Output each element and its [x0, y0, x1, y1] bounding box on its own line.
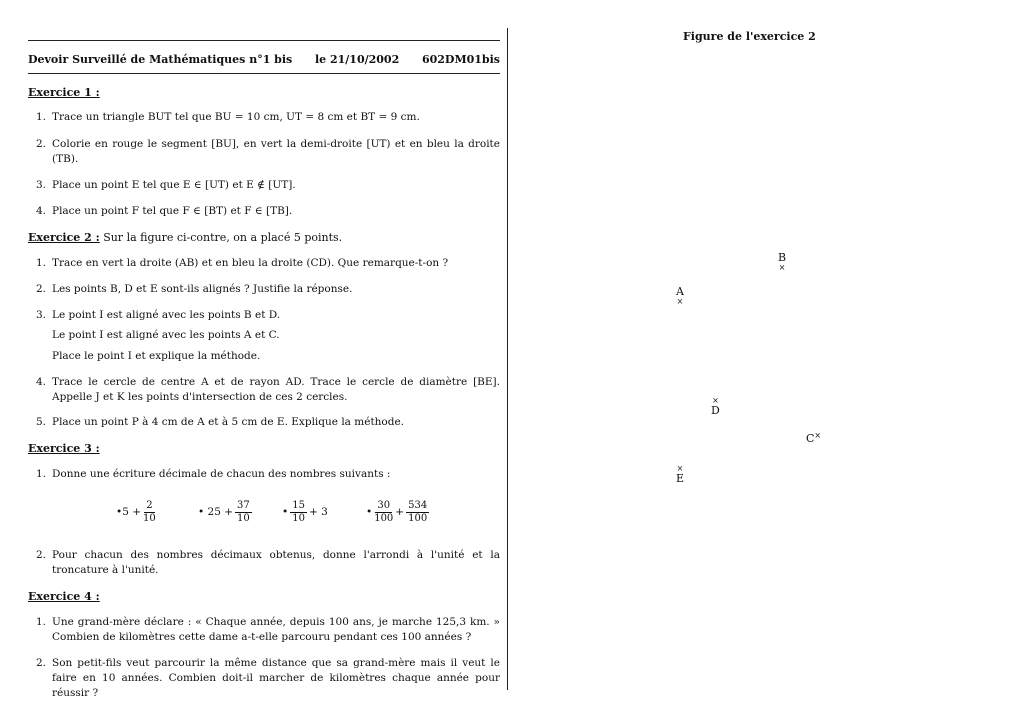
- ex2-heading: [28, 231, 342, 244]
- header-code: 602DM01bis: [421, 53, 500, 66]
- ex2-title: Exercice 2 :: [28, 231, 100, 244]
- cross-icon: ×: [712, 396, 719, 405]
- point-c: C ×: [806, 431, 822, 445]
- point-b: B ×: [778, 251, 787, 272]
- fraction-expr-4: • $\frac{30}{100}$ + $\frac{534}{100}$: [366, 499, 428, 524]
- ex4-item-2: 2. Son petit-fils veut parcourir la même distance que sa grand-mère mais il veut le faire en 10 années. Combien doit-il marcher de kilomètres chaque année pour réussir ?: [36, 657, 500, 699]
- fraction-list: [116, 496, 446, 532]
- fraction-expr-3: • $\frac{15}{10}$ + 3: [282, 499, 328, 524]
- ex1-title: Exercice 1 :: [28, 86, 100, 99]
- top-rule: [28, 40, 500, 41]
- ex3-title: Exercice 3 :: [28, 442, 100, 455]
- point-e: × E: [676, 464, 685, 485]
- ex2-intro: Sur la figure ci-contre, on a placé 5 points.: [103, 231, 343, 244]
- cross-icon: ×: [676, 464, 684, 473]
- column-divider: [507, 28, 508, 690]
- cross-icon: ×: [814, 431, 822, 440]
- header-title: Devoir Surveillé de Mathématiques n°1 bis: [28, 53, 293, 66]
- cross-icon: ×: [676, 297, 684, 306]
- header: [28, 53, 500, 66]
- ex1-item-1: 1. Trace un triangle BUT tel que BU = 10 cm, UT = 8 cm et BT = 9 cm.: [36, 111, 420, 123]
- ex1-item-3: 3. Place un point E tel que E ∈ [UT) et E ∉ [UT].: [36, 179, 296, 191]
- ex1-item-4: 4. Place un point F tel que F ∈ [BT) et F ∈ [TB].: [36, 205, 293, 217]
- header-rule: [28, 73, 500, 74]
- ex3-item-2: 2. Pour chacun des nombres décimaux obtenus, donne l'arrondi à l'unité et la troncature à l'unité.: [36, 549, 500, 576]
- ex2-item-4: 4. Trace le cercle de centre A et de rayon AD. Trace le cercle de diamètre [BE]. Appelle J et K les points d'intersection de ces 2 cercles.: [36, 376, 500, 403]
- header-date: le 21/10/2002: [314, 53, 400, 66]
- ex1-item-2: 2. Colorie en rouge le segment [BU], en vert la demi-droite [UT) et en bleu la droite (TB).: [36, 138, 500, 165]
- ex2-item-5: 5. Place un point P à 4 cm de A et à 5 cm de E. Explique la méthode.: [36, 416, 405, 428]
- fraction-expr-1: •5 + $\frac{2}{10}$: [116, 499, 156, 524]
- ex2-item-3: 3. Le point I est aligné avec les points B et D.: [36, 309, 281, 321]
- ex2-item-1: 1. Trace en vert la droite (AB) et en bleu la droite (CD). Que remarque-t-on ?: [36, 257, 449, 269]
- ex2-item-3-line2: Le point I est aligné avec les points A et C.: [52, 329, 280, 341]
- fraction-expr-2: • 25 + $\frac{37}{10}$: [198, 499, 250, 524]
- ex2-item-3-line3: Place le point I et explique la méthode.: [52, 350, 261, 362]
- point-d: × D: [711, 396, 720, 417]
- ex3-item-1: 1. Donne une écriture décimale de chacun des nombres suivants :: [36, 468, 391, 480]
- point-a: A ×: [676, 285, 684, 306]
- ex4-title: Exercice 4 :: [28, 590, 100, 603]
- cross-icon: ×: [778, 263, 786, 272]
- ex2-item-2: 2. Les points B, D et E sont-ils alignés ? Justifie la réponse.: [36, 283, 353, 295]
- figure-title: Figure de l'exercice 2: [683, 30, 816, 43]
- ex4-item-1: 1. Une grand-mère déclare : « Chaque année, depuis 100 ans, je marche 125,3 km. » Combien de kilomètres cette dame a-t-elle parcouru pendant ces 100 années ?: [36, 616, 500, 643]
